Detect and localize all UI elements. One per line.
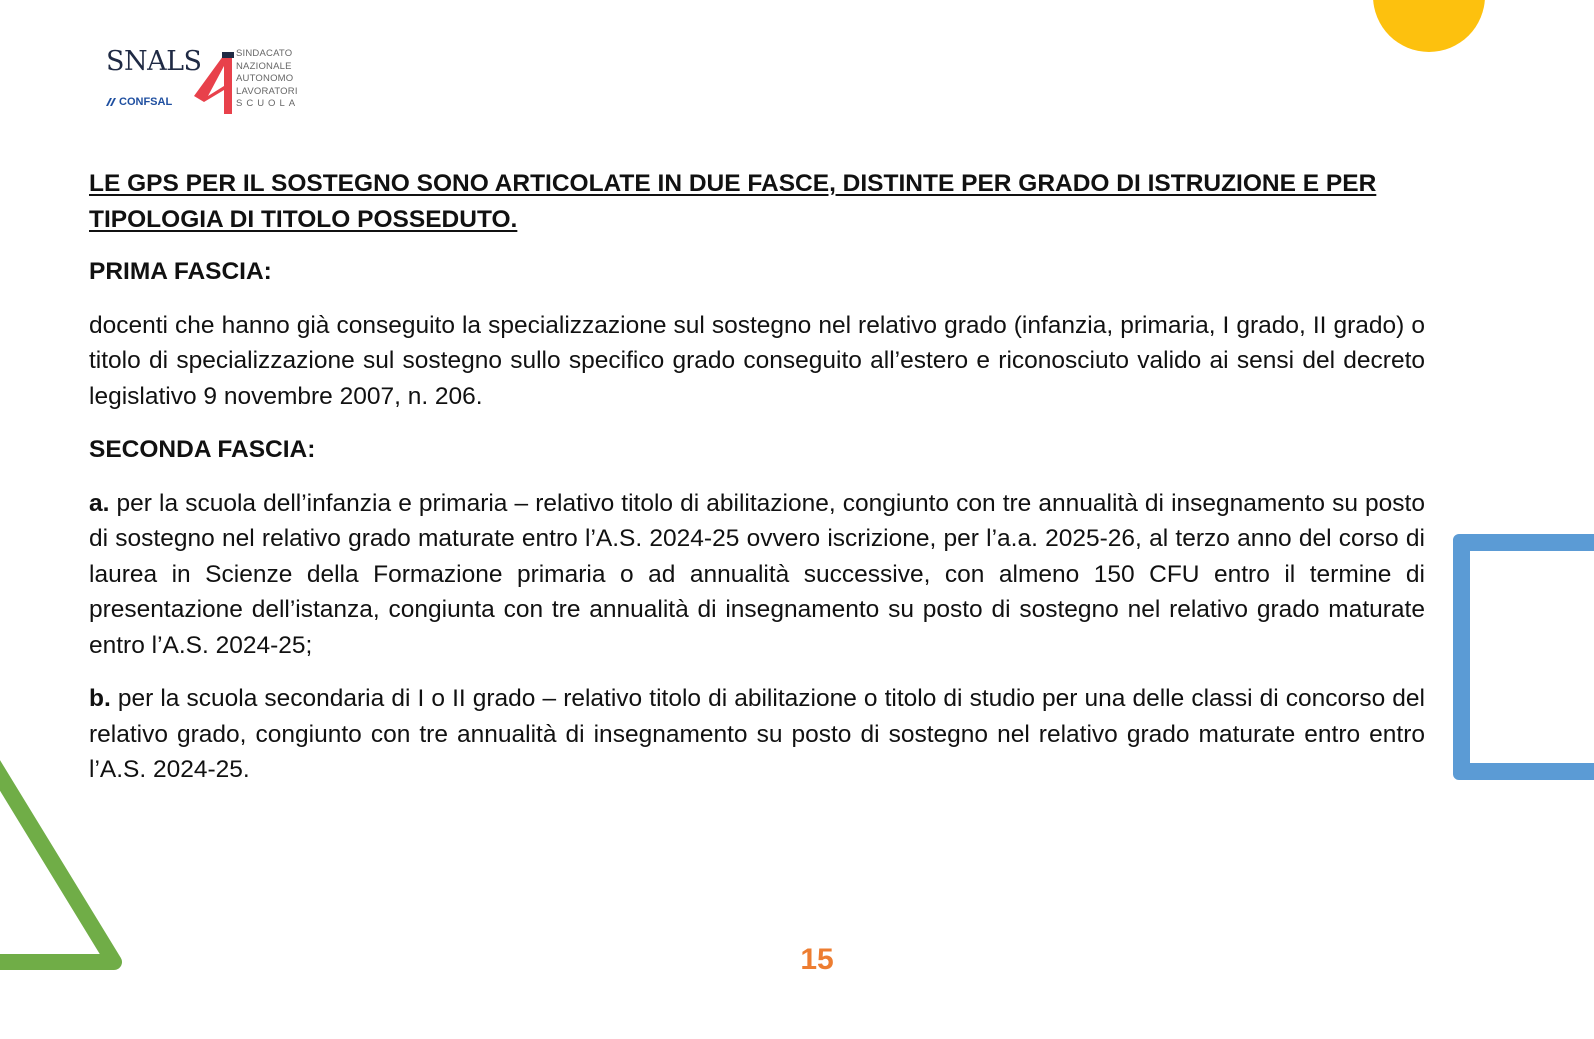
prima-fascia-heading: PRIMA FASCIA: <box>89 258 272 285</box>
item-marker: b. <box>89 685 111 712</box>
confsal-icon <box>106 98 116 106</box>
seconda-fascia-item-a <box>89 486 1425 664</box>
logo-full-name <box>236 48 299 111</box>
decorative-blue-square <box>1453 534 1594 780</box>
logo-red-mark-icon <box>194 50 240 114</box>
logo-name-line: NAZIONALE <box>236 60 292 72</box>
decorative-yellow-circle <box>1373 0 1485 52</box>
logo-name-line: LAVORATORI <box>236 85 298 97</box>
item-text: per la scuola secondaria di I o II grado – relativo titolo di abilitazione o titolo di studio per una delle classi di concorso del relativo grado, congiunto con tre annualità di insegnamento su posto di sostegno nel relativo grado maturate entro entro l’A.S. 2024-25. <box>89 685 1425 783</box>
logo-wordmark: SNALS <box>106 46 202 77</box>
logo-confsal <box>106 96 172 108</box>
logo-name-line: SINDACATO <box>236 48 293 59</box>
logo-confsal-label: CONFSAL <box>119 96 173 108</box>
slide-content <box>89 166 1425 806</box>
slide-title: LE GPS PER IL SOSTEGNO SONO ARTICOLATE IN DUE FASCE, DISTINTE PER GRADO DI ISTRUZIONE E PER TIPOLOGIA DI TITOLO POSSEDUTO. <box>89 170 1377 233</box>
page-number: 15 <box>800 943 834 976</box>
snals-logo <box>104 46 324 120</box>
logo-name-line: SCUOLA <box>236 98 300 109</box>
prima-fascia-text: docenti che hanno già conseguito la specializzazione sul sostegno nel relativo grado (infanzia, primaria, I grado, II grado) o titolo di specializzazione sul sostegno sullo specifico grado conseguito all’estero e riconosciuto valido ai sensi del decreto legislativo 9 novembre 2007, n. 206. <box>89 311 1425 410</box>
item-text: per la scuola dell’infanzia e primaria – relativo titolo di abilitazione, congiunto con tre annualità di insegnamento su posto di sostegno nel relativo grado maturate entro l’A.S. 2024-25 ovvero iscrizione, per l’a.a. 2025-26, al terzo anno del corso di laurea in Scienze della Formazione primaria o ad annualità successive, con almeno 150 CFU entro il termine di presentazione dell’istanza, congiunta con tre annualità di insegnamento su posto di sostegno nel relativo grado maturate entro l’A.S. 2024-25; <box>89 489 1425 659</box>
logo-name-line: AUTONOMO <box>236 73 294 84</box>
seconda-fascia-heading: SECONDA FASCIA: <box>89 436 316 463</box>
seconda-fascia-item-b <box>89 681 1425 788</box>
item-marker: a. <box>89 489 110 517</box>
